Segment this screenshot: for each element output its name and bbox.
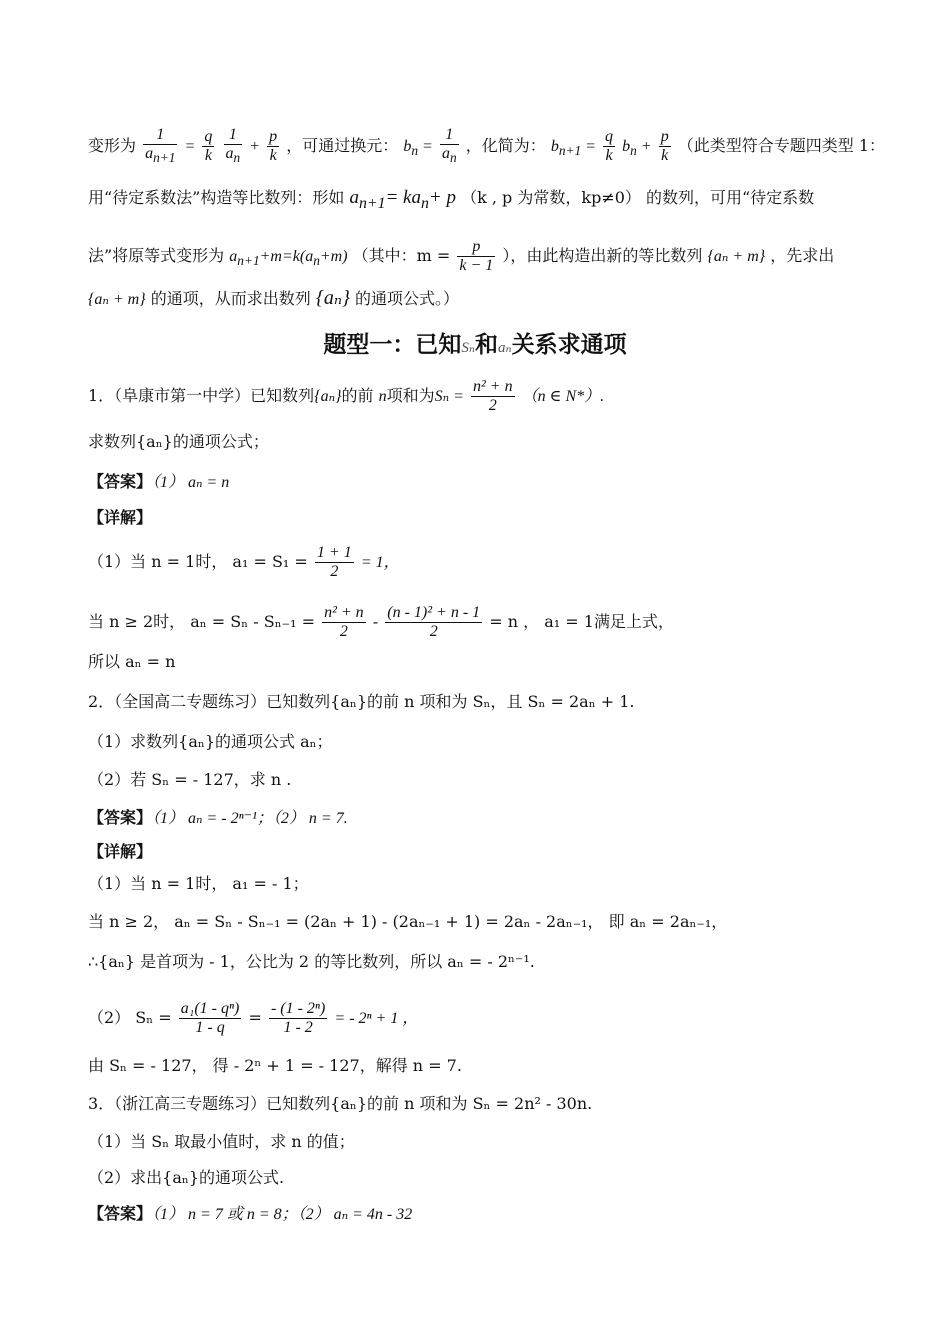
problem-2-step-1: （1）当 n = 1时， a₁ = - 1； [88,874,309,893]
problem-1-step-3: 所以 aₙ = n [88,652,176,671]
problem-3-part-1: （1）当 Sₙ 取最小值时，求 n 的值； [88,1132,355,1151]
section-title: 题型一：已知Sₙ和aₙ关系求通项 [323,332,627,358]
problem-1-answer: 【答案】（1） aₙ = n [88,472,230,491]
problem-1-step-2: 当 n ≥ 2时， aₙ = Sₙ - Sₙ₋₁ = $\frac{\text{n² + n}}{2}$ - $\frac{\text{(n - 1)² + n - 1}}{2}$ = n ， a₁ = 1满足上式， [88,604,674,640]
intro-line-1: 变形为 $\frac{1}{a_{n+1}}$ = $\frac{q}{k}$ $\frac{1}{a_n}$ + $\frac{p}{k}$ ，可通过换元： $b_n$ = $\frac{1}{a_n}$ ，化简为： $b_{n+1}$ = $\frac{q}{k}$ $b_n$ + $\frac{p}{k}$ （此类型符合专题四类型 1： [88,126,886,166]
problem-1-detail-tag: 【详解】 [88,508,153,527]
problem-2-step-5: 由 Sₙ = - 127， 得 - 2ⁿ + 1 = - 127，解得 n = 7. [88,1056,462,1075]
problem-1-ask: 求数列{aₙ}的通项公式； [88,432,269,451]
problem-2-part-1: （1）求数列{aₙ}的通项公式 aₙ； [88,732,333,751]
problem-3-answer: 【答案】（1） n = 7 或 n = 8；（2） aₙ = 4n - 32 [88,1204,413,1223]
intro-line-4: {aₙ + m} 的通项，从而求出数列 {aₙ} 的通项公式。） [88,287,460,309]
problem-2-question: 2．（全国高二专题练习）已知数列{aₙ}的前 n 项和为 Sₙ，且 Sₙ = 2aₙ + 1. [88,692,635,711]
problem-2-step-3: ∴{aₙ} 是首项为 - 1，公比为 2 的等比数列，所以 aₙ = - 2ⁿ⁻¹. [88,952,535,971]
problem-3-part-2: （2）求出{aₙ}的通项公式. [88,1168,285,1187]
problem-3-question: 3．（浙江高三专题练习）已知数列{aₙ}的前 n 项和为 Sₙ = 2n² - 30n. [88,1094,593,1113]
intro-line-3: 法”将原等式变形为 $a_{n+1}+m=k(a_n+m)$ （其中：m = $\frac{p}{k - 1}$ ），由此构造出新的等比数列 {aₙ + m} ，先求出 [88,238,835,274]
problem-2-detail-tag: 【详解】 [88,842,153,861]
fraction: $\frac{1}{a_{n+1}}$ [145,126,176,166]
problem-2-step-4: （2） Sₙ = $\frac{\text{a₁(1 - qⁿ)}}{1 - q}$ = $\frac{\text{- (1 - 2ⁿ)}}{1 - 2}$ = - 2ⁿ + 1 ， [88,1000,419,1036]
problem-1-step-1: （1）当 n = 1时， a₁ = S₁ = $\frac{1 + 1}{2}$ = 1， [88,544,400,580]
intro-line-2: 用“待定系数法”构造等比数列：形如 $a_{n+1}= ka_n+ p$ （k , p 为常数，kp≠0） 的数列，可用“待定系数 [88,187,815,212]
problem-2-part-2: （2）若 Sₙ = - 127，求 n . [88,770,292,789]
problem-2-answer: 【答案】（1） aₙ = - 2ⁿ⁻¹；（2） n = 7. [88,808,348,827]
problem-1-question: 1．（阜康市第一中学）已知数列{aₙ}的前 n项和为Sₙ = $\frac{\text{n² + n}}{2}$ （n ∈ N*）. [88,378,605,414]
problem-2-step-2: 当 n ≥ 2， aₙ = Sₙ - Sₙ₋₁ = (2aₙ + 1) - (2aₙ₋₁ + 1) = 2aₙ - 2aₙ₋₁， 即 aₙ = 2aₙ₋₁， [88,912,728,931]
